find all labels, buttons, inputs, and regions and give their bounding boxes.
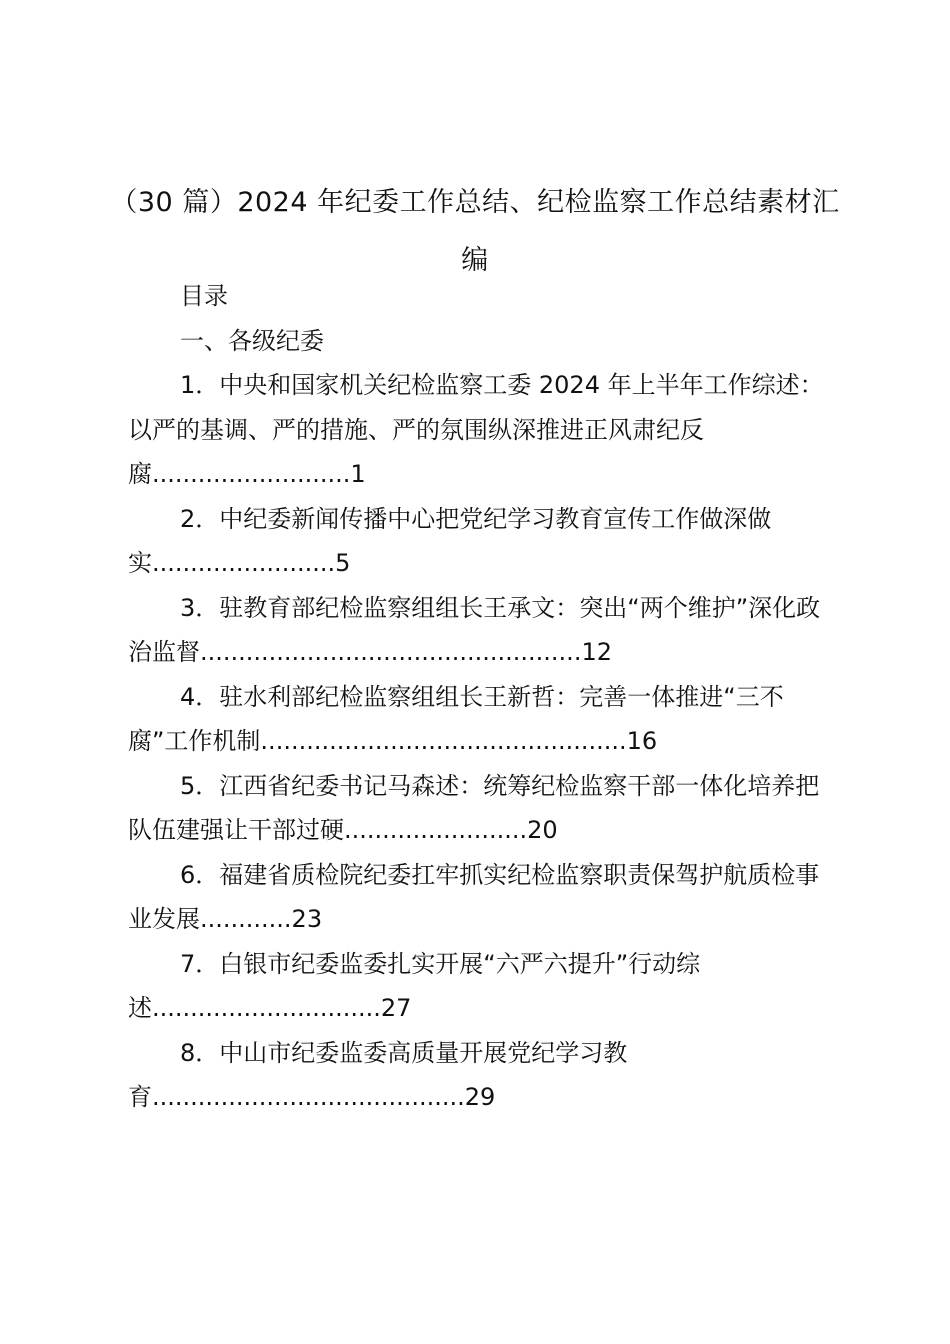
toc-entry-8: 8．中山市纪委监委高质量开展党纪学习教育.........................................29 xyxy=(128,1038,628,1111)
toc-entry-4: 4．驻水利部纪检监察组组长王新哲：完善一体推进“三不腐”工作机制................................................16 xyxy=(128,682,784,755)
toc-heading: 目录 xyxy=(180,282,228,310)
toc-entry-1: 1．中央和国家机关纪检监察工委 2024 年上半年工作综述：以严的基调、严的措施、严的氛围纵深推进正风肃纪反腐..........................1 xyxy=(128,371,824,488)
toc-entry-6: 6．福建省质检院纪委扛牢抓实纪检监察职责保驾护航质检事业发展............23 xyxy=(128,860,820,933)
toc-entry-2: 2．中纪委新闻传播中心把党纪学习教育宣传工作做深做实........................5 xyxy=(128,504,772,577)
toc-body xyxy=(128,274,838,1120)
toc-section-heading: 一、各级纪委 xyxy=(180,326,324,355)
toc-entry-3: 3．驻教育部纪检监察组组长王承文：突出“两个维护”深化政治监督..................................................12 xyxy=(128,593,821,666)
toc-entry-7: 7．白银市纪委监委扎实开展“六严六提升”行动综述..............................27 xyxy=(128,949,701,1022)
toc-entry-5: 5．江西省纪委书记马森述：统筹纪检监察干部一体化培养把队伍建强让干部过硬........................20 xyxy=(128,771,820,844)
document-title: （30 篇）2024 年纪委工作总结、纪检监察工作总结素材汇编 xyxy=(110,187,840,276)
